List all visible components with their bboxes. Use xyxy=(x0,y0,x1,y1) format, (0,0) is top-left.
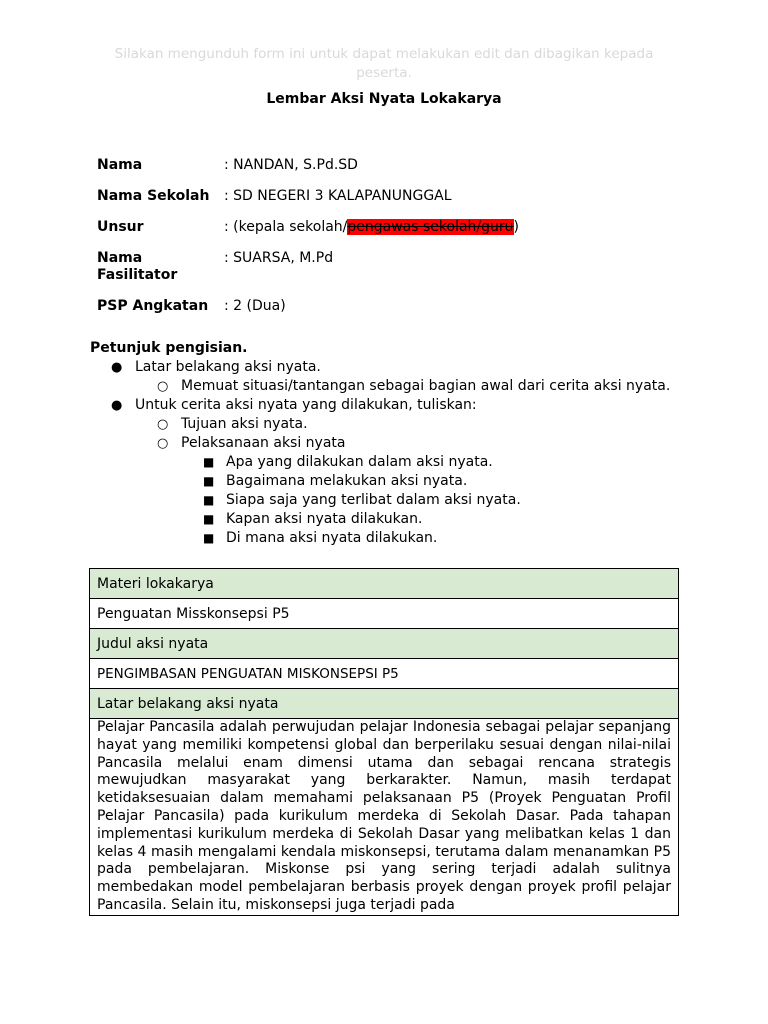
info-row-nama xyxy=(97,157,519,174)
square-bullet-icon: ■ xyxy=(203,474,215,488)
list-item xyxy=(90,415,670,434)
list-item xyxy=(90,358,670,377)
instructions-title: Petunjuk pengisian. xyxy=(90,340,248,356)
unsur-value xyxy=(224,219,519,236)
square-bullet-icon: ■ xyxy=(203,493,215,507)
angkatan-value: : 2 (Dua) xyxy=(224,298,286,314)
list-item xyxy=(90,453,670,472)
list-item-text: Bagaimana melakukan aksi nyata. xyxy=(226,473,468,489)
info-row-sekolah xyxy=(97,188,519,205)
table-row xyxy=(90,599,679,629)
list-item xyxy=(90,491,670,510)
materi-value: Penguatan Misskonsepsi P5 xyxy=(90,599,679,629)
list-item xyxy=(90,510,670,529)
list-item-text: Memuat situasi/tantangan sebagai bagian awal dari cerita aksi nyata. xyxy=(181,378,671,394)
list-item-text: Apa yang dilakukan dalam aksi nyata. xyxy=(226,454,493,470)
square-bullet-icon: ■ xyxy=(203,455,215,469)
identity-block xyxy=(97,157,519,315)
list-item xyxy=(90,529,670,548)
nama-value: : NANDAN, S.Pd.SD xyxy=(224,157,358,173)
nama-label: Nama xyxy=(97,157,143,173)
angkatan-label: PSP Angkatan xyxy=(97,298,209,314)
fasilitator-label: Nama Fasilitator xyxy=(97,250,178,283)
hollow-circle-bullet-icon: ○ xyxy=(157,436,169,451)
latar-header: Latar belakang aksi nyata xyxy=(90,689,679,719)
table-row xyxy=(90,689,679,719)
list-item-text: Siapa saja yang terlibat dalam aksi nyata. xyxy=(226,492,521,508)
list-item xyxy=(90,377,670,396)
list-item-text: Kapan aksi nyata dilakukan. xyxy=(226,511,423,527)
materi-header: Materi lokakarya xyxy=(90,569,679,599)
fasilitator-value: : SUARSA, M.Pd xyxy=(224,250,334,266)
action-table xyxy=(89,568,679,916)
list-item-text: Tujuan aksi nyata. xyxy=(181,416,308,432)
table-row xyxy=(90,629,679,659)
unsur-prefix: : (kepala sekolah/ xyxy=(224,219,348,235)
sekolah-label: Nama Sekolah xyxy=(97,188,210,204)
unsur-struck-text: pengawas sekolah/guru xyxy=(347,219,514,235)
table-row xyxy=(90,569,679,599)
download-notice: Silakan mengunduh form ini untuk dapat melakukan edit dan dibagikan kepada peserta. xyxy=(114,46,654,81)
judul-value: PENGIMBASAN PENGUATAN MISKONSEPSI P5 xyxy=(90,659,679,689)
list-item-text: Latar belakang aksi nyata. xyxy=(135,359,321,375)
filled-circle-bullet-icon: ● xyxy=(111,398,123,413)
list-item-text: Pelaksanaan aksi nyata xyxy=(181,435,346,451)
table-row xyxy=(90,719,679,916)
info-row-angkatan xyxy=(97,298,519,315)
judul-header: Judul aksi nyata xyxy=(90,629,679,659)
latar-value: Pelajar Pancasila adalah perwujudan pelajar Indonesia sebagai pelajar sepanjang hayat yang memiliki kompetensi global dan berperilaku sesuai dengan nilai-nilai Pancasila melalui enam dimensi utama dan sebagai rencana strategis mewujudkan masyarakat yang berkarakter. Namun, masih terdapat ketidaksesuaian dalam memahami pelaksanaan P5 (Proyek Penguatan Profil Pelajar Pancasila) pada kurikulum merdeka di Sekolah Dasar. Pada tahapan implementasi kurikulum merdeka di Sekolah Dasar yang melibatkan kelas 1 dan kelas 4 masih mengalami kendala miskonsepsi, terutama dalam menanamkan P5 pada pembelajaran. Miskonse psi yang sering terjadi adalah sulitnya membedakan model pembelajaran berbasis proyek dengan proyek profil pelajar Pancasila. Selain itu, miskonsepsi juga terjadi pada xyxy=(90,719,679,916)
hollow-circle-bullet-icon: ○ xyxy=(157,417,169,432)
filled-circle-bullet-icon: ● xyxy=(111,360,123,375)
square-bullet-icon: ■ xyxy=(203,531,215,545)
list-item xyxy=(90,434,670,453)
unsur-suffix: ) xyxy=(513,219,519,235)
info-row-unsur xyxy=(97,219,519,236)
list-item-text: Untuk cerita aksi nyata yang dilakukan, tuliskan: xyxy=(135,397,477,413)
info-row-fasilitator xyxy=(97,250,519,284)
square-bullet-icon: ■ xyxy=(203,512,215,526)
unsur-label: Unsur xyxy=(97,219,144,235)
page-title: Lembar Aksi Nyata Lokakarya xyxy=(266,91,502,107)
hollow-circle-bullet-icon: ○ xyxy=(157,379,169,394)
sekolah-value: : SD NEGERI 3 KALAPANUNGGAL xyxy=(224,188,452,204)
table-row xyxy=(90,659,679,689)
list-item xyxy=(90,472,670,491)
instructions xyxy=(90,340,670,548)
list-item-text: Di mana aksi nyata dilakukan. xyxy=(226,530,438,546)
list-item xyxy=(90,396,670,415)
